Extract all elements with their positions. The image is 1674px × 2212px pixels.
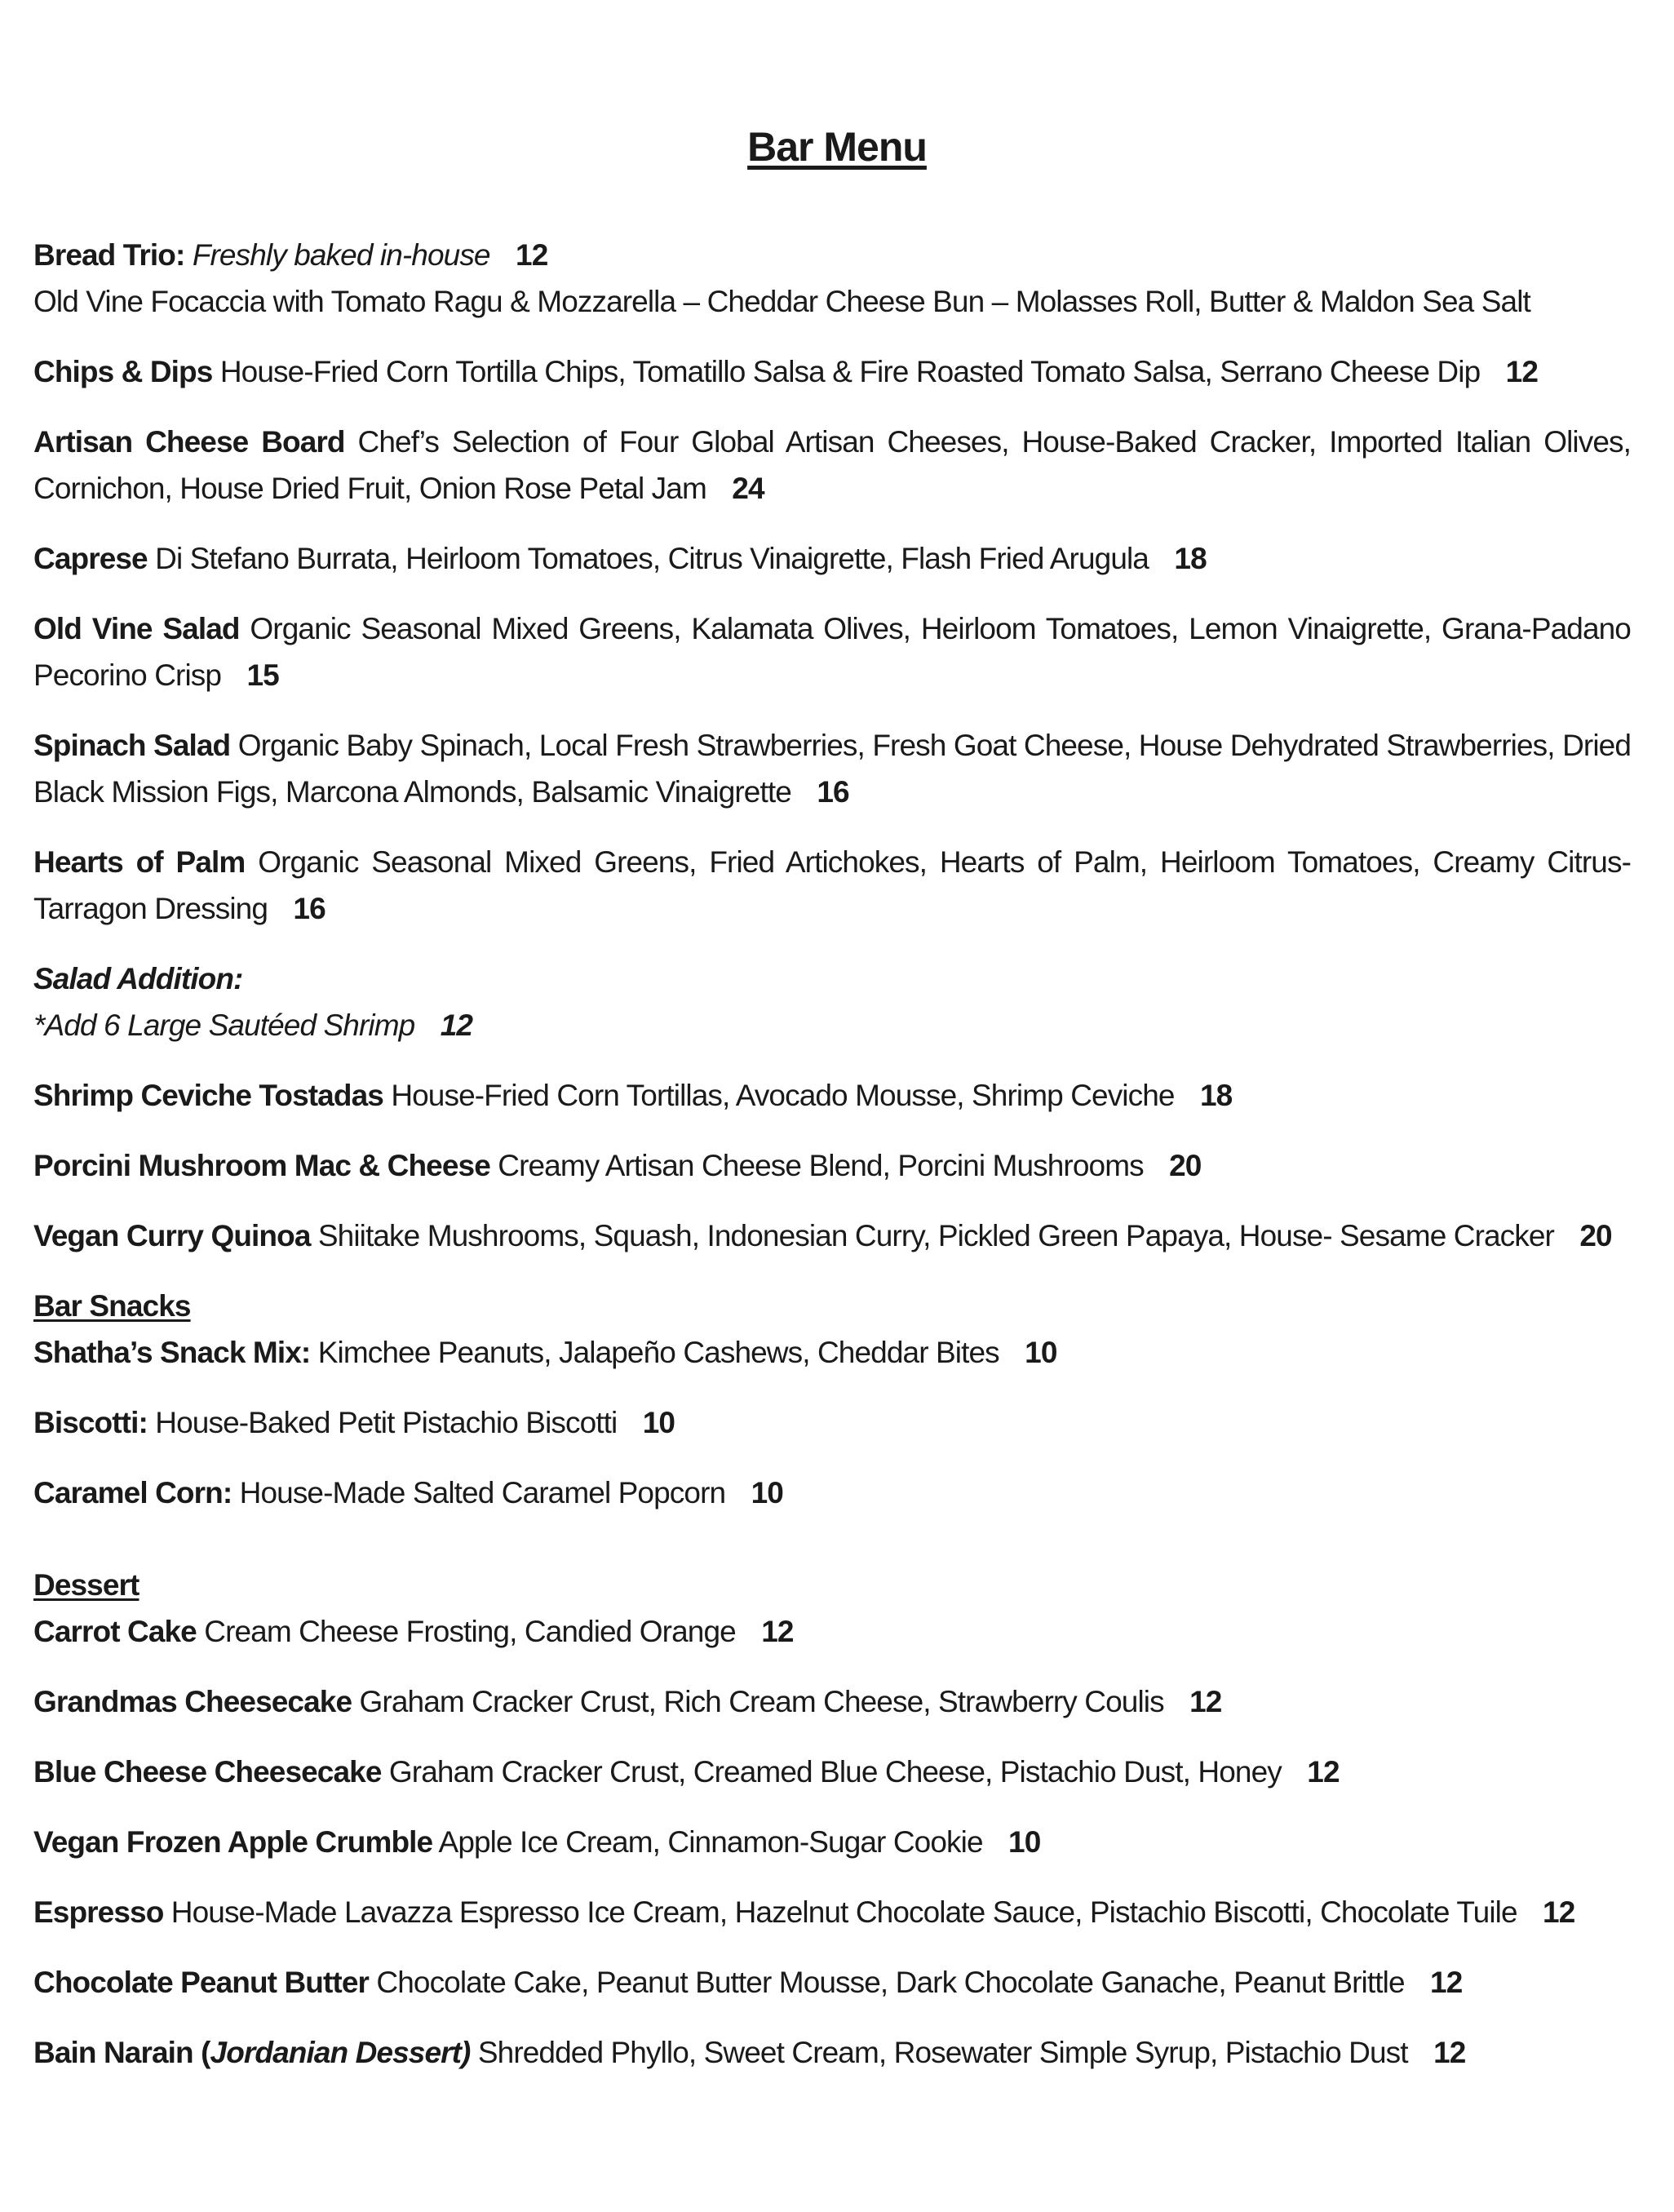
item-name: Blue Cheese Cheesecake (33, 1755, 382, 1789)
menu-item (33, 839, 1631, 932)
item-price: 12 (1430, 1966, 1463, 1999)
item-price: 10 (751, 1476, 783, 1509)
item-name: Chocolate Peanut Butter (33, 1966, 370, 1999)
item-description: Shredded Phyllo, Sweet Cream, Rosewater Simple Syrup, Pistachio Dust (477, 2036, 1408, 2069)
item-name: Shatha’s Snack Mix: (33, 1336, 311, 1369)
item-name: Carrot Cake (33, 1615, 197, 1648)
item-name: Old Vine Salad (33, 612, 240, 645)
menu-item (33, 419, 1631, 512)
item-price: 12 (1189, 1685, 1222, 1718)
menu-item (33, 1678, 1631, 1725)
menu-item (33, 1749, 1631, 1795)
section-heading-dessert: Dessert (33, 1568, 140, 1602)
item-description: Chef’s Selection of Four Global Artisan Cheeses, House-Baked Cracker, Imported Italian Olives, Cornichon, House Dried Fruit, Onion Rose Petal Jam (33, 425, 1631, 505)
item-price: 15 (246, 658, 279, 692)
item-name: Espresso (33, 1895, 164, 1929)
item-description: Organic Seasonal Mixed Greens, Fried Artichokes, Hearts of Palm, Heirloom Tomatoes, Creamy Citrus-Tarragon Dressing (33, 845, 1631, 925)
item-price: 12 (761, 1615, 794, 1648)
item-description: Di Stefano Burrata, Heirloom Tomatoes, Citrus Vinaigrette, Flash Fried Arugula (155, 542, 1149, 575)
item-description: Creamy Artisan Cheese Blend, Porcini Mushrooms (498, 1149, 1144, 1182)
item-name: Vegan Curry Quinoa (33, 1219, 311, 1252)
item-name: Bread Trio: (33, 238, 185, 272)
salad-addition-heading: Salad Addition: (33, 962, 243, 995)
menu-item (33, 1142, 1631, 1189)
item-description: Shiitake Mushrooms, Squash, Indonesian Curry, Pickled Green Papaya, House- Sesame Cracker (317, 1219, 1554, 1252)
item-name: Hearts of Palm (33, 845, 246, 879)
item-description: Apple Ice Cream, Cinnamon-Sugar Cookie (438, 1825, 983, 1859)
menu-item (33, 348, 1631, 395)
menu-content (33, 232, 1631, 2076)
item-name: Chips & Dips (33, 355, 213, 388)
item-price: 10 (642, 1406, 675, 1439)
item-name: Grandmas Cheesecake (33, 1685, 352, 1718)
item-tagline: Freshly baked in-house (192, 238, 490, 272)
item-name: Artisan Cheese Board (33, 425, 345, 459)
item-name: Shrimp Ceviche Tostadas (33, 1079, 383, 1112)
item-description: House-Made Salted Caramel Popcorn (239, 1476, 726, 1509)
item-price: 12 (1307, 1755, 1340, 1789)
menu-item (33, 1959, 1631, 2006)
item-description: Organic Baby Spinach, Local Fresh Strawberries, Fresh Goat Cheese, House Dehydrated Strawberries, Dried Black Mission Figs, Marcona Almonds, Balsamic Vinaigrette (33, 729, 1631, 809)
item-price: 18 (1199, 1079, 1233, 1112)
item-description: House-Made Lavazza Espresso Ice Cream, Hazelnut Chocolate Sauce, Pistachio Biscotti, Chocolate Tuile (170, 1895, 1517, 1929)
item-price: 12 (1543, 1895, 1575, 1929)
item-description: House-Fried Corn Tortilla Chips, Tomatillo Salsa & Fire Roasted Tomato Salsa, Serrano Cheese Dip (219, 355, 1481, 388)
item-price: 16 (293, 892, 326, 925)
item-price: 24 (732, 472, 764, 505)
item-name: Biscotti: (33, 1406, 148, 1439)
item-price: 18 (1174, 542, 1207, 575)
menu-item (33, 1469, 1631, 1516)
menu-item (33, 605, 1631, 698)
item-name: Bain Narain ( (33, 2036, 210, 2069)
menu-item-bread-trio (33, 232, 1631, 325)
menu-item (33, 1072, 1631, 1119)
menu-item (33, 1399, 1631, 1446)
item-description: Organic Seasonal Mixed Greens, Kalamata Olives, Heirloom Tomatoes, Lemon Vinaigrette, Grana-Padano Pecorino Crisp (33, 612, 1631, 692)
menu-item-bain-narain (33, 2029, 1631, 2076)
item-name-origin: Jordanian Dessert) (210, 2036, 471, 2069)
salad-addition-text: *Add 6 Large Sautéed Shrimp (33, 1008, 415, 1042)
item-name: Porcini Mushroom Mac & Cheese (33, 1149, 490, 1182)
menu-item (33, 1608, 1631, 1655)
item-name: Spinach Salad (33, 729, 231, 762)
item-description: Graham Cracker Crust, Creamed Blue Cheese, Pistachio Dust, Honey (388, 1755, 1282, 1789)
item-description: Cream Cheese Frosting, Candied Orange (204, 1615, 736, 1648)
item-description: House-Fried Corn Tortillas, Avocado Mousse, Shrimp Ceviche (391, 1079, 1175, 1112)
menu-item (33, 722, 1631, 815)
item-description: House-Baked Petit Pistachio Biscotti (155, 1406, 618, 1439)
item-price: 20 (1579, 1219, 1612, 1252)
item-name: Caprese (33, 542, 148, 575)
item-description: Chocolate Cake, Peanut Butter Mousse, Dark Chocolate Ganache, Peanut Brittle (376, 1966, 1405, 1999)
section-heading-bar-snacks: Bar Snacks (33, 1289, 191, 1323)
item-name: Caramel Corn: (33, 1476, 232, 1509)
item-price: 12 (516, 238, 548, 272)
salad-addition (33, 955, 1631, 1048)
item-price: 12 (1433, 2036, 1466, 2069)
menu-item (33, 1329, 1631, 1376)
item-description: Graham Cracker Crust, Rich Cream Cheese, Strawberry Coulis (359, 1685, 1164, 1718)
item-price: 20 (1169, 1149, 1202, 1182)
item-price: 10 (1025, 1336, 1057, 1369)
item-description: Old Vine Focaccia with Tomato Ragu & Mozzarella – Cheddar Cheese Bun – Molasses Roll, Butter & Maldon Sea Salt (33, 285, 1530, 318)
item-name: Vegan Frozen Apple Crumble (33, 1825, 433, 1859)
item-price: 12 (1505, 355, 1538, 388)
menu-item (33, 1212, 1631, 1259)
page-title: Bar Menu (747, 124, 927, 170)
menu-item (33, 535, 1631, 582)
item-price: 12 (440, 1008, 473, 1042)
item-price: 10 (1008, 1825, 1041, 1859)
menu-item (33, 1819, 1631, 1865)
item-price: 16 (817, 775, 849, 809)
item-description: Kimchee Peanuts, Jalapeño Cashews, Cheddar Bites (317, 1336, 999, 1369)
menu-item (33, 1889, 1631, 1935)
